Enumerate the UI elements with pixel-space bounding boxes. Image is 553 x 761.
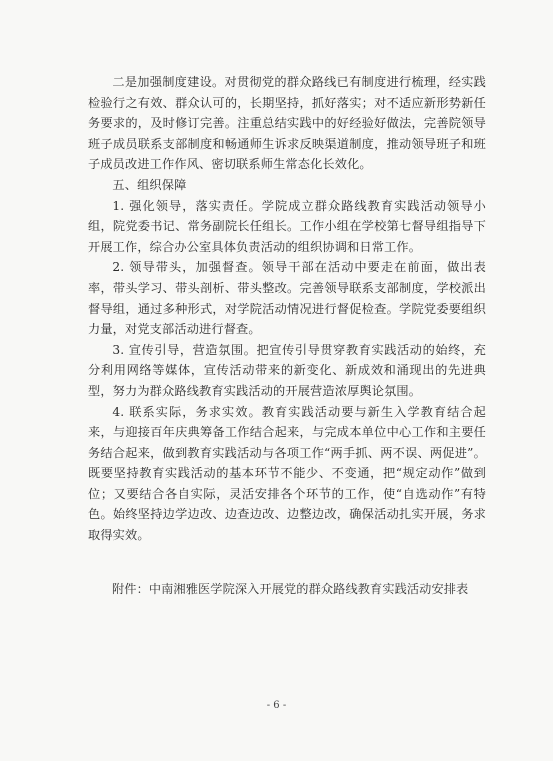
- attachment-note: 附件：中南湘雅医学院深入开展党的群众路线教育实践活动安排表: [112, 582, 469, 596]
- paragraph-practical-results: 4. 联系实际，务求实效。教育实践活动要与新生入学教育结合起来，与迎接百年庆典筹备工作结合起来，与完成本单位中心工作和主要任务结合起来，做到教育实践活动与各项工作“两手抓、两不误、两促进”。既要坚持教育实践活动的基本环节不能少、不变通，把“规定动作”做到位；又要结合各自实际，灵活安排各个环节的工作，使“自选动作”有特色。始终坚持边学边改、边查边改、边整边改，确保活动扎实开展，务求取得实效。: [88, 404, 486, 543]
- page-number: - 6 -: [266, 700, 287, 711]
- paragraph-publicity-guidance: 3. 宣传引导，营造氛围。把宣传引导贯穿教育实践活动的始终，充分利用网络等媒体，宣传活动带来的新变化、新成效和涌现出的先进典型，努力为群众路线教育实践活动的开展营造浓厚舆论氛围。: [88, 342, 486, 398]
- section-heading-organizational-guarantee: 五、组织保障: [112, 177, 187, 192]
- paragraph-system-building: 二是加强制度建设。对贯彻党的群众路线已有制度进行梳理，经实践检验行之有效、群众认可的，长期坚持，抓好落实；对不适应新形势新任务要求的，及时修订完善。注重总结实践中的好经验好做法，完善院领导班子成员联系支部制度和畅通师生诉求反映渠道制度，推动领导班子和班子成员改进工作作风、密切联系师生常态化长效化。: [88, 75, 486, 172]
- paragraph-leadership-responsibility: 1. 强化领导，落实责任。学院成立群众路线教育实践活动领导小组，院党委书记、常务副院长任组长。工作小组在学校第七督导组指导下开展工作，综合办公室具体负责活动的组织协调和日常工作。: [88, 198, 486, 254]
- document-body: [88, 72, 486, 546]
- paragraph-leaders-supervision: 2. 领导带头，加强督查。领导干部在活动中要走在前面，做出表率，带头学习、带头剖析、带头整改。完善领导联系支部制度，学校派出督导组，通过多种形式，对学院活动情况进行督促检查。学院党委要组织力量，对党支部活动进行督查。: [88, 260, 486, 337]
